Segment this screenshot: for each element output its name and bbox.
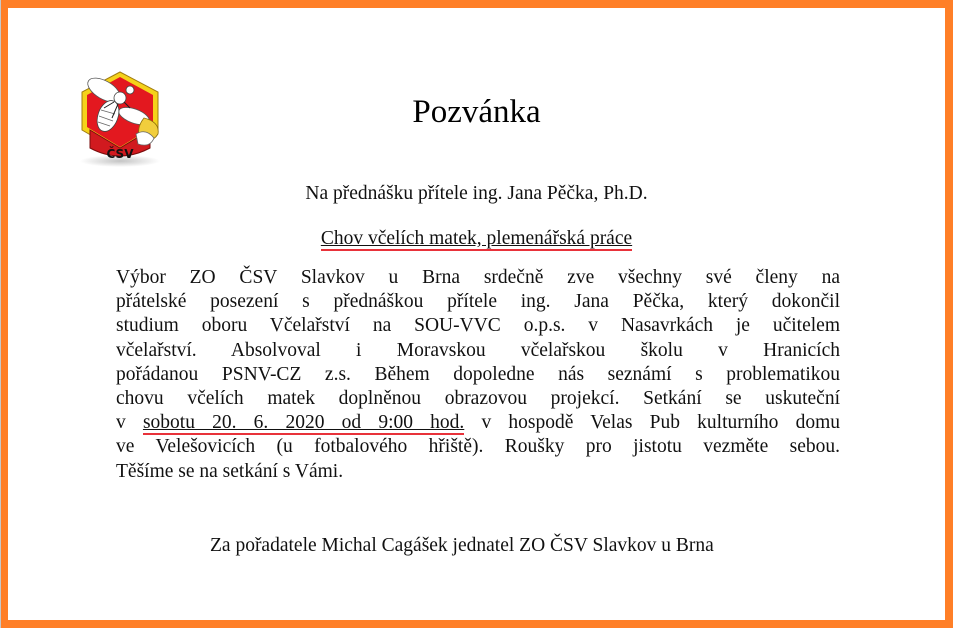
body-line: chovu včelích matek doplněnou obrazovou projekcí. Setkání se uskuteční	[116, 388, 840, 410]
body-line: studium oboru Včelařství na SOU-VVC o.p.s. v Nasavrkách je učitelem	[116, 315, 840, 337]
invitation-body	[116, 266, 840, 484]
lecture-topic	[0, 226, 953, 252]
date-suffix: v hospodě Velas Pub kulturního domu	[464, 412, 840, 434]
body-line: Výbor ZO ČSV Slavkov u Brna srdečně zve všechny své členy na	[116, 267, 840, 288]
lecture-topic-text: Chov včelích matek, plemenářská práce	[320, 228, 633, 249]
body-line-date	[116, 411, 840, 435]
body-line: pořádanou PSNV-CZ z.s. Během dopoledne nás seznámí s problematikou	[116, 363, 840, 385]
body-line: ve Velešovicích (u fotbalového hřiště). Roušky pro jistotu vezměte sebou.	[116, 436, 840, 458]
date-prefix: v	[116, 412, 143, 434]
lecture-subtitle: Na přednášku přítele ing. Jana Pěčka, Ph.D.	[305, 183, 648, 204]
body-line: Těšíme se na setkání s Vámi.	[116, 460, 344, 482]
signature: Za pořadatele Michal Cagášek jednatel ZO ČSV Slavkov u Brna	[210, 535, 714, 556]
body-line: včelařství. Absolvoval i Moravskou včelařskou školu v Hranicích	[116, 339, 840, 361]
event-date: sobotu 20. 6. 2020 od 9:00 hod.	[142, 412, 465, 434]
logo-text: ČSV	[106, 147, 134, 161]
body-line: přátelské posezení s přednáškou přítele ing. Jana Pěčka, který dokončil	[116, 291, 840, 313]
page-title: Pozvánka	[412, 94, 541, 130]
